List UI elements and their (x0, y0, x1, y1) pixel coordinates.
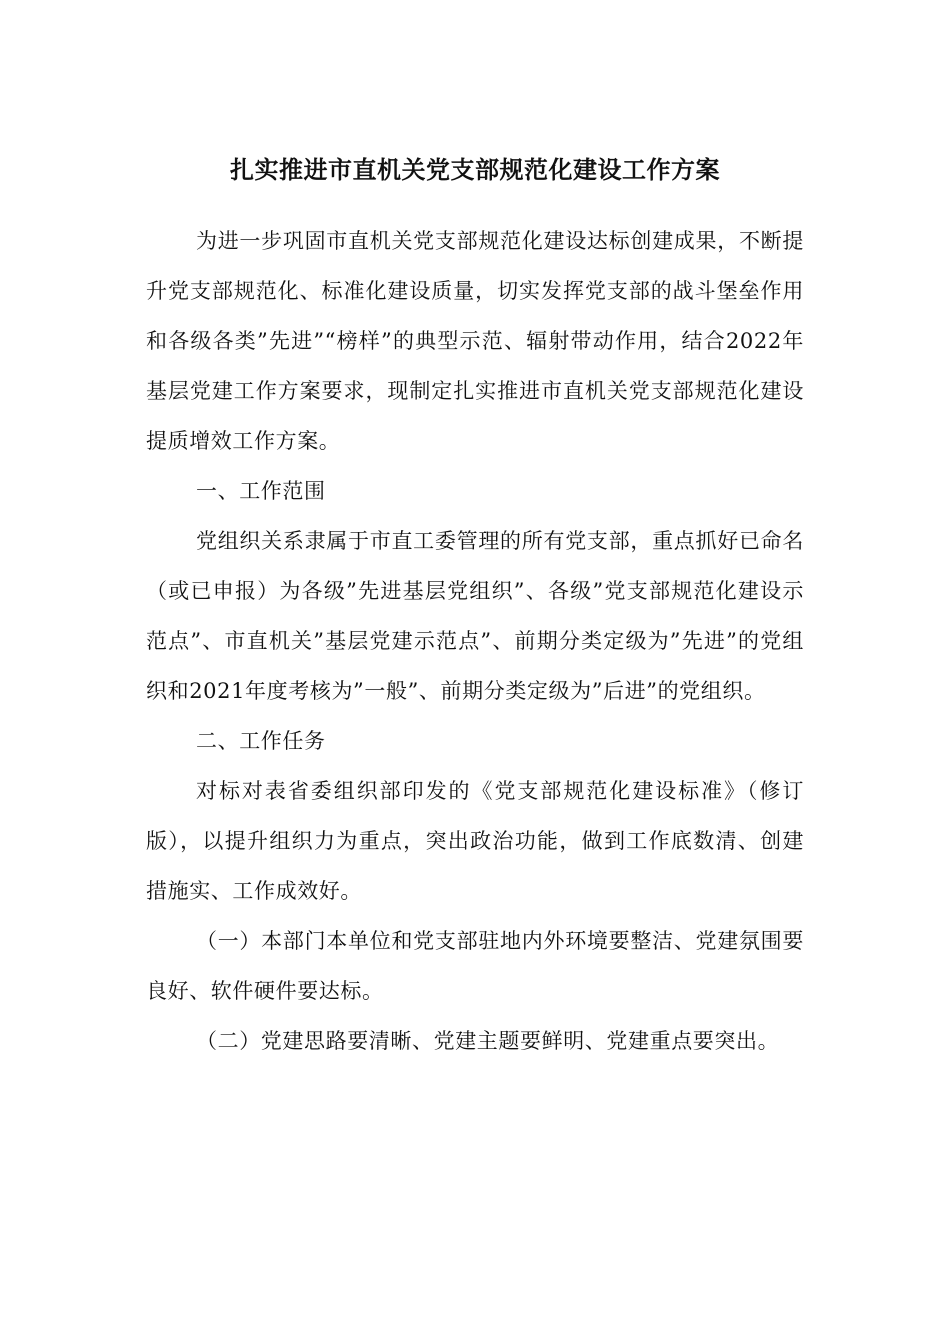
document-title: 扎实推进市直机关党支部规范化建设工作方案 (230, 155, 720, 184)
paragraph-work-scope: 党组织关系隶属于市直工委管理的所有党支部，重点抓好已命名（或已申报）为各级”先进基层党组织”、各级”党支部规范化建设示范点”、市直机关”基层党建示范点”、前期分类定级为”先进”的党组织和2021年度考核为”一般”、前期分类定级为”后进”的党组织。 (146, 529, 804, 703)
heading-work-scope: 一、工作范围 (196, 479, 326, 503)
paragraph-work-tasks: 对标对表省委组织部印发的《党支部规范化建设标准》（修订版），以提升组织力为重点，突出政治功能，做到工作底数清、创建措施实、工作成效好。 (146, 779, 804, 903)
paragraph-task-1: （一）本部门本单位和党支部驻地内外环境要整洁、党建氛围要良好、软件硬件要达标。 (146, 929, 804, 1003)
heading-work-tasks: 二、工作任务 (196, 729, 326, 753)
paragraph-intro: 为进一步巩固市直机关党支部规范化建设达标创建成果，不断提升党支部规范化、标准化建设质量，切实发挥党支部的战斗堡垒作用和各级各类”先进”“榜样”的典型示范、辐射带动作用，结合2022年基层党建工作方案要求，现制定扎实推进市直机关党支部规范化建设提质增效工作方案。 (146, 229, 804, 453)
paragraph-task-2: （二）党建思路要清晰、党建主题要鲜明、党建重点要突出。 (196, 1029, 780, 1053)
document-body (146, 216, 804, 1066)
